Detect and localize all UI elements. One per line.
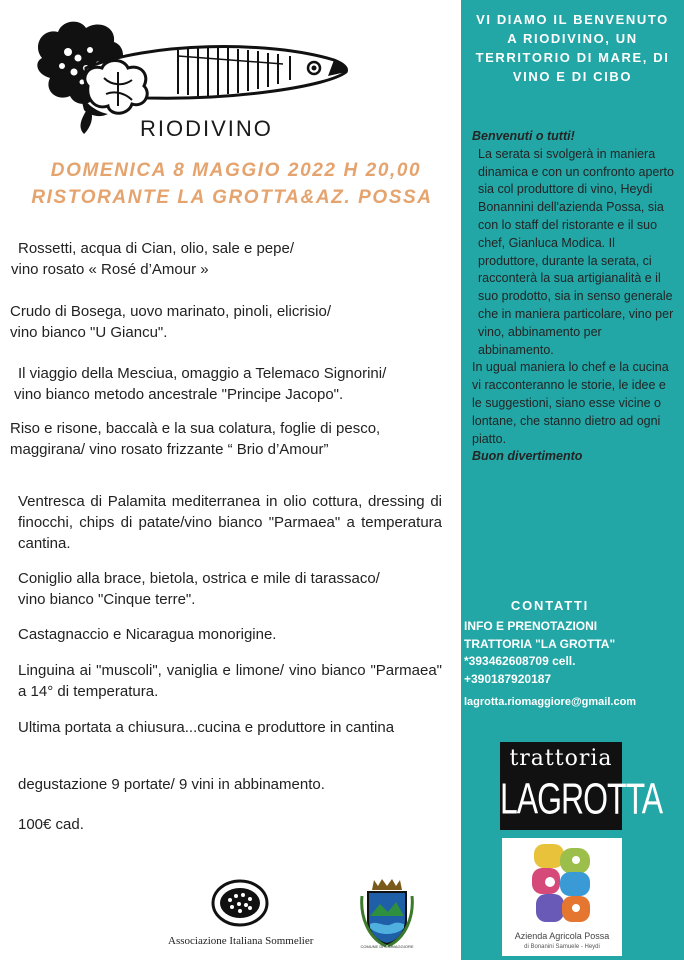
brand-name: RIODIVINO	[140, 116, 273, 141]
ais-emblem-icon	[210, 878, 270, 928]
info-line: TRATTORIA "LA GROTTA"	[464, 636, 616, 651]
menu-item	[10, 418, 450, 460]
event-venue: RISTORANTE LA GROTTA&AZ. POSSA	[31, 187, 433, 208]
menu-item	[14, 363, 387, 405]
trattoria-logo-bottom: LAGROTTA	[500, 774, 663, 824]
menu-item	[10, 301, 331, 343]
menu-item-text: Ventresca di Palamita mediterranea in olio cottura, dressing di finocchi, chips di patate/vino bianco "Parmaea" a temperatura cantina.	[18, 493, 442, 552]
menu-item	[18, 774, 325, 795]
menu-item-line: vino bianco "U Giancu".	[10, 324, 168, 341]
price: 100€ cad.	[18, 816, 84, 833]
menu-item	[18, 624, 276, 645]
menu-item-line: maggirana/ vino rosato frizzante “ Brio d’Amour”	[10, 441, 329, 458]
crest-label: COMUNE DI RIOMAGGIORE	[360, 944, 414, 949]
menu-item-line: vino rosato « Rosé d’Amour »	[11, 261, 209, 278]
menu-item-line: Coniglio alla brace, bietola, ostrica e mile di tarassaco/	[18, 570, 380, 587]
ais-label: Associazione Italiana Sommelier	[168, 935, 314, 947]
possa-logo-name: Azienda Agricola Possa	[514, 931, 610, 941]
menu-item-text: Linguina ai "muscoli", vaniglia e limone/ vino bianco "Parmaea" a 14° di temperatura.	[18, 662, 442, 700]
email: lagrotta.riomaggiore@gmail.com	[464, 696, 637, 708]
menu-item	[18, 660, 442, 702]
trattoria-logo-top: trattoria	[509, 746, 613, 771]
menu-item-line: vino bianco "Cinque terre".	[18, 591, 196, 608]
menu-item	[18, 568, 380, 610]
intro-paragraph-2: In ugual maniera lo chef e la cucina vi racconteranno le storie, le idee e le suggestioni, siano esse vicine o lontane, che stanno dietro ad ogni piatto.	[472, 360, 669, 446]
menu-item-line: Crudo di Bosega, uovo marinato, pinoli, elicrisio/	[10, 303, 331, 320]
event-date: DOMENICA 8 MAGGIO 2022 H 20,00	[50, 160, 422, 181]
greeting: Benvenuti o tutti!	[472, 129, 575, 143]
azienda-possa-logo	[502, 838, 622, 956]
tasting-summary: degustazione 9 portate/ 9 vini in abbinamento.	[18, 776, 325, 793]
intro-paragraph: La serata si svolgerà in maniera dinamica e con un confronto aperto sia col produttore di vino, Heydi Bonannini dell'azienda Possa, sia con lo staff del ristorante e il suo chef, Gianluca Modica. Il produttore, durante la serata, ci racconterà la sua artigianalità e il suo prodotto, sia in senso generale che in maniera particolare, vino per vino, abbinamento per abbinamento.	[478, 146, 674, 357]
phone-mobile: *393462608709 cell.	[464, 654, 576, 668]
menu-item-line: Rossetti, acqua di Cian, olio, sale e pepe/	[18, 240, 294, 257]
menu-item-line: Castagnaccio e Nicaragua monorigine.	[18, 626, 277, 643]
closing: Buon divertimento	[472, 449, 583, 464]
possa-letters-icon	[502, 838, 622, 930]
menu-item-line: Riso e risone, baccalà e la sua colatura, foglie di pesco,	[10, 420, 381, 437]
riomaggiore-crest-icon	[358, 876, 416, 948]
menu-item	[11, 238, 294, 280]
phone-landline: +390187920187	[464, 671, 552, 686]
menu-item	[18, 717, 442, 738]
menu-item-text: Ultima portata a chiusura...cucina e produttore in cantina	[18, 719, 395, 736]
intro-text	[472, 128, 676, 466]
contact-info	[464, 618, 679, 712]
menu-item-line: Il viaggio della Mesciua, omaggio a Telemaco Signorini/	[18, 365, 387, 382]
trattoria-la-grotta-logo	[500, 742, 663, 830]
second-leaf-icon	[85, 61, 147, 114]
welcome-heading: VI DIAMO IL BENVENUTO A RIODIVINO, UN TERRITORIO DI MARE, DI VINO E DI CIBO	[475, 12, 670, 84]
menu-item	[18, 814, 84, 835]
menu-item	[18, 491, 442, 554]
menu-item-line: vino bianco metodo ancestrale "Principe Jacopo".	[14, 386, 344, 403]
possa-logo-subtitle: di Bonanini Samuele - Heydi	[524, 944, 600, 950]
info-line: INFO E PRENOTAZIONI	[464, 619, 598, 633]
contacts-heading: CONTATTI	[510, 598, 590, 613]
